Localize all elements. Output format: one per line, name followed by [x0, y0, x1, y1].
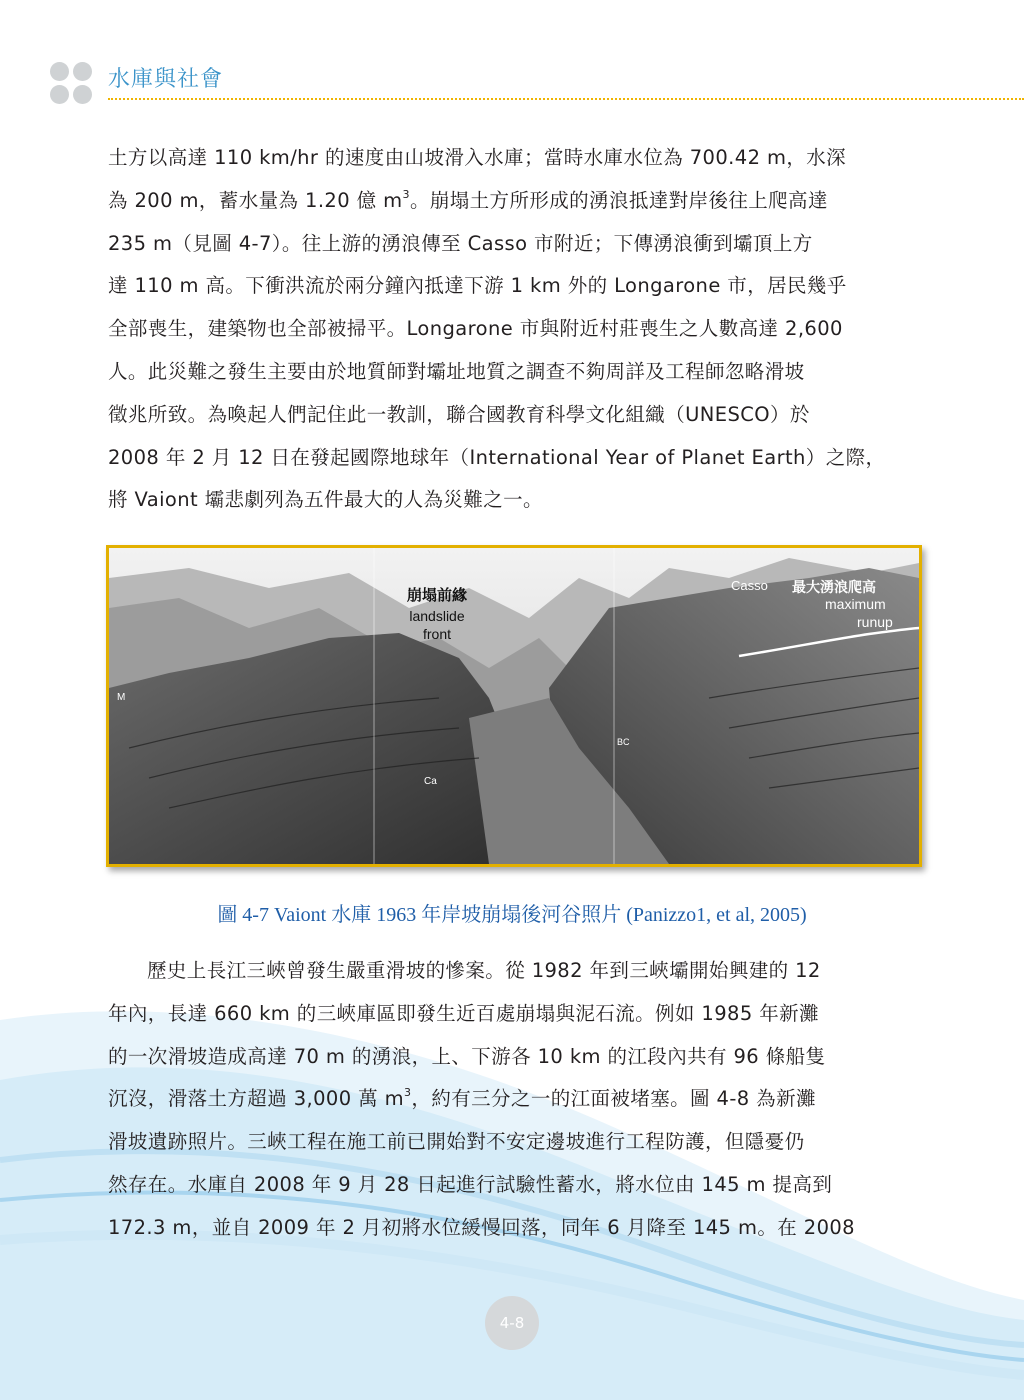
text-line: 172.3 m，並自 2009 年 2 月初將水位緩慢回落，同年 6 月降至 145 m。在 2008: [108, 1215, 855, 1239]
text-line: 年內，長達 660 km 的三峽庫區即發生近百處崩塌與泥石流。例如 1985 年新灘: [108, 1001, 819, 1025]
landslide-label-en: front: [422, 626, 452, 642]
text-line: 2008 年 2 月 12 日在發起國際地球年（International Year of Planet Earth）之際，: [108, 445, 886, 469]
text-line: 沉沒，滑落土方超過 3,000 萬 $m^3$，約有三分之一的江面被堵塞。圖 4-8 為新灘: [108, 1086, 816, 1111]
landslide-label-en: landslide: [409, 608, 465, 624]
text-line: 歷史上長江三峽曾發生嚴重滑坡的慘案。從 1982 年到三峽壩開始興建的 12: [147, 959, 821, 982]
text-line: 徵兆所致。為喚起人們記住此一教訓，聯合國教育科學文化組織（UNESCO）於: [108, 402, 810, 426]
text-line: 滑坡遺跡照片。三峽工程在施工前已開始對不安定邊坡進行工程防護，但隱憂仍: [108, 1130, 805, 1154]
text-line: 的一次滑坡造成高達 70 m 的湧浪，上、下游各 10 km 的江段內共有 96 條船隻: [108, 1044, 826, 1068]
text-line: 土方以高達 110 km/hr 的速度由山坡滑入水庫；當時水庫水位為 700.42 m，水深: [108, 146, 847, 169]
text-line: 人。此災難之發生主要由於地質師對壩址地質之調查不夠周詳及工程師忽略滑坡: [108, 359, 805, 383]
figure-caption: 圖 4-7 Vaiont 水庫 1963 年岸坡崩塌後河谷照片 (Panizzo1, et al, 2005): [217, 904, 807, 926]
marker-ca: Ca: [424, 776, 437, 787]
landslide-label-zh: 崩塌前緣: [406, 586, 468, 604]
text-line: 達 110 m 高。下衝洪流於兩分鐘內抵達下游 1 km 外的 Longarone 市，居民幾乎: [108, 274, 847, 298]
valley-photo: [109, 548, 919, 864]
marker-bc: BC: [617, 737, 630, 747]
page-header: [0, 0, 1024, 110]
header-divider: [108, 98, 1024, 100]
text-line: 將 Vaiont 壩悲劇列為五件最大的人為災難之一。: [108, 488, 543, 512]
text-line: 然存在。水庫自 2008 年 9 月 28 日起進行試驗性蓄水，將水位由 145 m 提高到: [108, 1172, 833, 1196]
marker-m: M: [117, 692, 126, 703]
runup-label-zh: 最大湧浪爬高: [792, 580, 876, 596]
text-line: 為 200 m，蓄水量為 1.20 億 $m^3$。崩塌土方所形成的湧浪抵達對岸後往上爬高達: [108, 187, 828, 212]
paragraph-2: [108, 950, 916, 1250]
paragraph-1: [108, 137, 916, 522]
text-line: 235 m（見圖 4-7）。往上游的湧浪傳至 Casso 市附近；下傳湧浪衝到壩頂上方: [108, 231, 813, 255]
page-number: 4-8: [485, 1296, 539, 1350]
figure-photo: [106, 545, 922, 867]
runup-label-en: maximum: [825, 596, 886, 612]
logo-dots-icon: [50, 62, 94, 106]
header-title: 水庫與社會: [108, 67, 224, 92]
casso-label: Casso: [731, 578, 768, 593]
runup-label-en: runup: [857, 614, 893, 630]
text-line: 全部喪生，建築物也全部被掃平。Longarone 市與附近村莊喪生之人數高達 2,600: [108, 317, 843, 341]
